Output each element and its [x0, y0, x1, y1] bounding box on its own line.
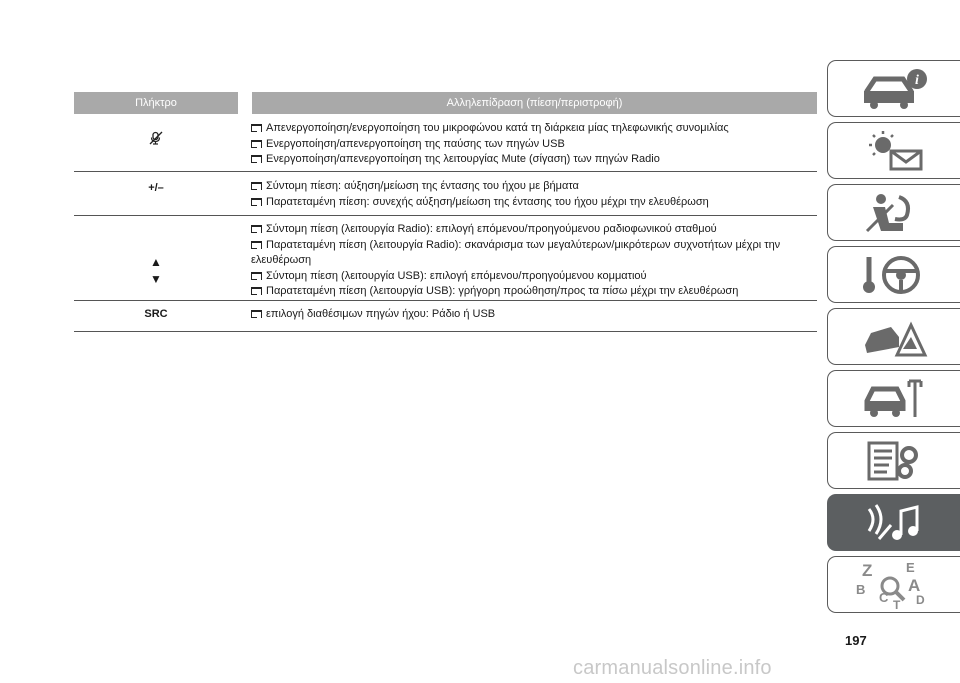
action-line: Σύντομη πίεση (λειτουργία Radio): επιλογή επόμενου/προηγούμενου ραδιοφωνικού σταθμού — [251, 222, 817, 238]
steering-wheel-key-icon — [859, 253, 929, 297]
svg-text:T: T — [893, 597, 901, 610]
technical-data-gears-icon — [859, 439, 929, 483]
action-line: Ενεργοποίηση/απενεργοποίηση της λειτουργίας Mute (σίγαση) των πηγών Radio — [251, 152, 817, 168]
controls-table — [74, 92, 817, 332]
svg-text:C: C — [879, 589, 889, 605]
press-button-icon — [251, 272, 262, 280]
press-button-icon — [251, 241, 262, 249]
tab-starting-driving[interactable] — [827, 246, 960, 303]
alphabetical-index-icon — [854, 560, 934, 610]
action-line: Παρατεταμένη πίεση: συνεχής αύξηση/μείωση της έντασης του ήχου μέχρι την ελευθέρωση — [251, 195, 817, 211]
svg-text:E: E — [906, 559, 915, 575]
table-header — [74, 92, 817, 114]
press-button-icon — [251, 287, 262, 295]
press-button-icon — [251, 124, 262, 132]
key-cell — [74, 114, 238, 171]
seat-airbag-safety-icon — [859, 191, 929, 235]
mute-microphone-icon — [149, 131, 163, 145]
header-key: Πλήκτρο — [74, 92, 238, 114]
tab-index[interactable] — [827, 556, 960, 613]
key-cell: +/– — [148, 182, 164, 194]
table-row — [74, 114, 817, 172]
page-number: 197 — [845, 633, 867, 648]
action-cell — [238, 216, 817, 300]
press-button-icon — [251, 182, 262, 190]
press-button-icon — [251, 155, 262, 163]
tab-car-info[interactable] — [827, 60, 960, 117]
tab-technical-data[interactable] — [827, 432, 960, 489]
action-line: Ενεργοποίηση/απενεργοποίηση της παύσης των πηγών USB — [251, 137, 817, 153]
car-service-tools-icon — [859, 377, 929, 421]
key-cell — [74, 216, 238, 300]
tab-servicing[interactable] — [827, 370, 960, 427]
svg-text:Z: Z — [862, 560, 873, 580]
action-line: επιλογή διαθέσιμων πηγών ήχου: Ράδιο ή USB — [251, 307, 817, 323]
action-cell — [238, 114, 817, 171]
action-cell — [238, 301, 817, 331]
action-line: Απενεργοποίηση/ενεργοποίηση του μικροφώνου κατά τη διάρκεια μίας τηλεφωνικής συνομιλίας — [251, 121, 817, 137]
action-line: Παρατεταμένη πίεση (λειτουργία USB): γρήγορη προώθηση/προς τα πίσω μέχρι την ελευθέρωση — [251, 284, 817, 300]
warning-lights-envelope-icon — [859, 129, 929, 173]
arrow-down-icon: ▼ — [150, 271, 162, 286]
svg-text:D: D — [916, 592, 925, 607]
svg-text:B: B — [856, 581, 866, 597]
action-line: Σύντομη πίεση (λειτουργία USB): επιλογή επόμενου/προηγούμενου κομματιού — [251, 269, 817, 285]
tab-safety[interactable] — [827, 184, 960, 241]
table-row — [74, 172, 817, 216]
svg-text:A: A — [908, 575, 921, 595]
action-cell — [238, 172, 817, 215]
multimedia-music-icon — [859, 501, 929, 545]
car-info-icon — [859, 67, 929, 111]
press-button-icon — [251, 310, 262, 318]
table-row — [74, 216, 817, 301]
key-cell: SRC — [144, 308, 168, 320]
press-button-icon — [251, 225, 262, 233]
press-button-icon — [251, 198, 262, 206]
arrow-up-icon: ▲ — [150, 254, 162, 269]
tab-emergency[interactable] — [827, 308, 960, 365]
action-line: Παρατεταμένη πίεση (λειτουργία Radio): σκανάρισμα των μεγαλύτερων/μικρότερων συχνοτήτων μέχρι την ελευθέρωση — [251, 238, 781, 266]
press-button-icon — [251, 140, 262, 148]
header-action: Αλληλεπίδραση (πίεση/περιστροφή) — [252, 92, 817, 114]
watermark: carmanualsonline.info — [573, 657, 772, 679]
tab-warning-lights[interactable] — [827, 122, 960, 179]
tab-multimedia[interactable] — [827, 494, 960, 551]
svg-text:i: i — [915, 72, 919, 88]
car-crash-emergency-icon — [859, 315, 929, 359]
table-row — [74, 301, 817, 332]
action-line: Σύντομη πίεση: αύξηση/μείωση της έντασης του ήχου με βήματα — [251, 179, 817, 195]
